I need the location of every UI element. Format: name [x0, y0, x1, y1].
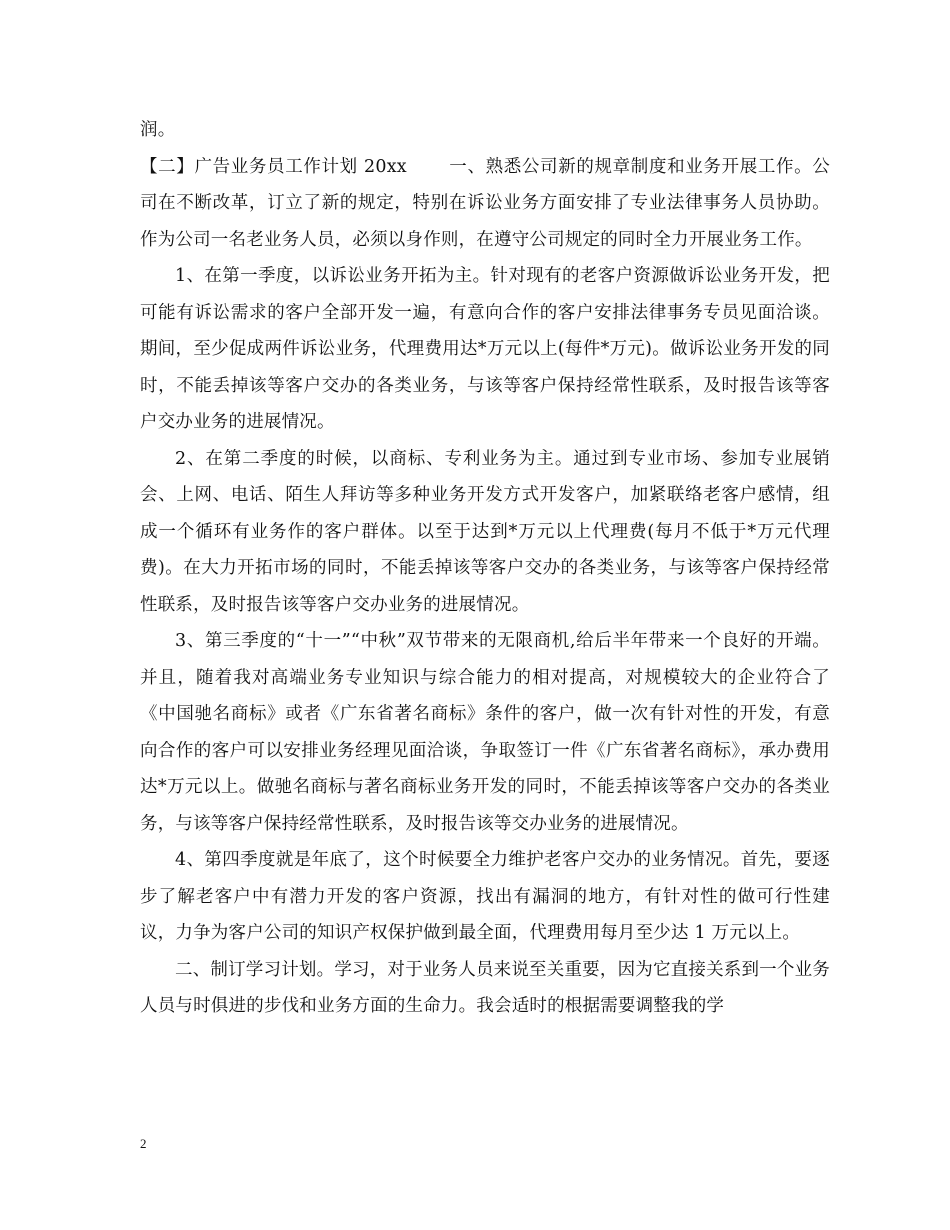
section-heading-title: 【二】广告业务员工作计划 20xx: [140, 156, 407, 177]
paragraph-continuation: 润。: [140, 120, 176, 140]
document-body: [140, 112, 830, 1025]
page-number: 2: [140, 1136, 147, 1151]
paragraph-quarter-2: 2、在第二季度的时候，以商标、专利业务为主。通过到专业市场、参加专业展销会、上网、电话、陌生人拜访等多种业务开发方式开发客户，加紧联络老客户感情，组成一个循环有业务作的客户群体。以至于达到*万元以上代理费(每月不低于*万元代理费)。在大力开拓市场的同时，不能丢掉该等客户交办的各类业务，与该等客户保持经常性联系，及时报告该等客户交办业务的进展情况。: [140, 448, 830, 615]
paragraph-section-heading: [140, 149, 830, 259]
paragraph-quarter-1: 1、在第一季度，以诉讼业务开拓为主。针对现有的老客户资源做诉讼业务开发，把可能有诉讼需求的客户全部开发一遍，有意向合作的客户安排法律事务专员见面洽谈。期间，至少促成两件诉讼业务，代理费用达*万元以上(每件*万元)。做诉讼业务开发的同时，不能丢掉该等客户交办的各类业务，与该等客户保持经常性联系，及时报告该等客户交办业务的进展情况。: [140, 266, 830, 432]
paragraph-quarter-3: 3、第三季度的“十一”“中秋”双节带来的无限商机,给后半年带来一个良好的开端。并且，随着我对高端业务专业知识与综合能力的相对提高，对规模较大的企业符合了《中国驰名商标》或者《广东省著名商标》条件的客户，做一次有针对性的开发，有意向合作的客户可以安排业务经理见面洽谈，争取签订一件《广东省著名商标》，承办费用达*万元以上。做驰名商标与著名商标业务开发的同时，不能丢掉该等客户交办的各类业务，与该等客户保持经常性联系，及时报告该等交办业务的进展情况。: [140, 631, 830, 834]
section-heading-body: 一、熟悉公司新的规章制度和业务开展工作。公司在不断改革，订立了新的规定，特别在诉讼业务方面安排了专业法律事务人员协助。作为公司一名老业务人员，必须以身作则，在遵守公司规定的同时全力开展业务工作。: [140, 156, 831, 250]
paragraph-study-plan: 二、制订学习计划。学习，对于业务人员来说至关重要，因为它直接关系到一个业务人员与时俱进的步伐和业务方面的生命力。我会适时的根据需要调整我的学: [140, 959, 830, 1016]
paragraph-quarter-4: 4、第四季度就是年底了，这个时候要全力维护老客户交办的业务情况。首先，要逐步了解老客户中有潜力开发的客户资源，找出有漏洞的地方，有针对性的做可行性建议，力争为客户公司的知识产权保护做到最全面，代理费用每月至少达 1 万元以上。: [140, 850, 830, 943]
